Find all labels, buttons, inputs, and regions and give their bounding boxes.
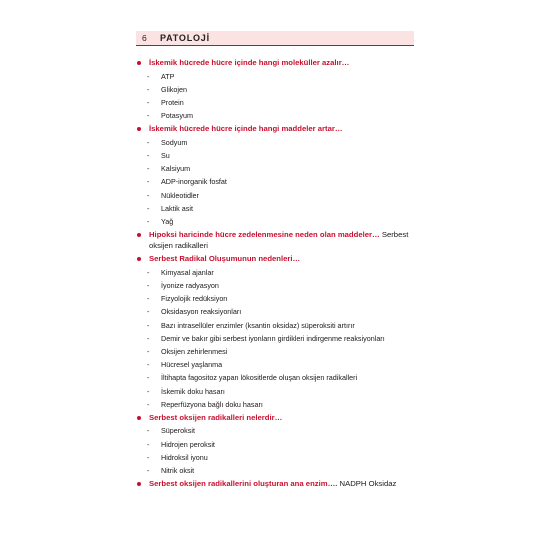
question-text: Serbest Radikal Oluşumunun nedenleri… [149, 254, 301, 264]
list-item: - Sodyum [147, 137, 188, 147]
question-text: Serbest oksijen radikalleri nelerdir… [149, 412, 283, 422]
list-item: - ATP [147, 71, 175, 81]
list-item: - Hidroksil iyonu [147, 452, 208, 462]
answer-list [137, 268, 415, 410]
list-item: - Potasyum [147, 111, 193, 121]
answer-list [137, 426, 415, 476]
list-item: - Reperfüzyona bağlı doku hasarı [147, 399, 263, 409]
list-item: - Bazı intrasellüler enzimler (ksantin oksidaz) süperoksiti artırır [147, 320, 355, 330]
bullet-dot-icon [137, 416, 141, 420]
running-title: PATOLOJİ [160, 33, 210, 43]
question-text: İskemik hücrede hücre içinde hangi moleküller azalır… [149, 58, 350, 67]
question-bullet [137, 254, 415, 265]
list-item: - Nükleotidler [147, 190, 199, 200]
list-item: - Hücresel yaşlanma [147, 360, 223, 370]
list-item: - ADP-inorganik fosfat [147, 177, 227, 187]
bullet-dot-icon [137, 61, 141, 65]
list-item: - Kalsiyum [147, 164, 191, 174]
bullet-dot-icon [137, 257, 141, 261]
list-item: - İltihapta fagositoz yapan lökositlerde oluşan oksijen radikalleri [147, 373, 358, 383]
question-bullet [137, 479, 415, 490]
bullet-dot-icon [137, 233, 141, 237]
running-header [136, 31, 414, 46]
list-item: - Nitrik oksit [147, 466, 195, 476]
question-bullet [137, 230, 415, 251]
list-item: - İyonize radyasyon [147, 280, 219, 290]
list-item: - Oksijen zehirlenmesi [147, 346, 228, 356]
answer-list [137, 72, 415, 122]
question-text: Hipoksi haricinde hücre zedelenmesine neden olan maddeler… [149, 230, 380, 240]
answer-list [137, 138, 415, 227]
answer-text: Serbest oksijen radikalleri [149, 230, 409, 250]
list-item: - Süperoksit [147, 426, 195, 436]
list-item: - Hidrojen peroksit [147, 439, 215, 449]
question-text: Serbest oksijen radikallerini oluşturan ana enzim…. [149, 479, 338, 489]
question-text: İskemik hücrede hücre içinde hangi maddeler artar… [149, 124, 343, 134]
list-item: - Oksidasyon reaksiyonları [147, 307, 242, 317]
answer-text: NADPH Oksidaz [337, 479, 397, 489]
list-item: - Kimyasal ajanlar [147, 267, 214, 277]
bullet-dot-icon [137, 127, 141, 131]
page-number: 6 [142, 33, 147, 43]
list-item: - Glikojen [147, 84, 187, 94]
list-item: - Su [147, 151, 170, 161]
page-content [137, 58, 415, 493]
list-item: - Yağ [147, 217, 174, 227]
list-item: - Protein [147, 97, 184, 107]
question-bullet [137, 58, 415, 69]
list-item: - Laktik asit [147, 203, 193, 213]
bullet-dot-icon [137, 482, 141, 486]
list-item: - Fizyolojik redüksiyon [147, 294, 228, 304]
list-item: - İskemik doku hasarı [147, 386, 225, 396]
question-bullet [137, 124, 415, 135]
question-bullet [137, 413, 415, 424]
list-item: - Demir ve bakır gibi serbest iyonların girdikleri indirgenme reaksiyonları [147, 333, 385, 343]
